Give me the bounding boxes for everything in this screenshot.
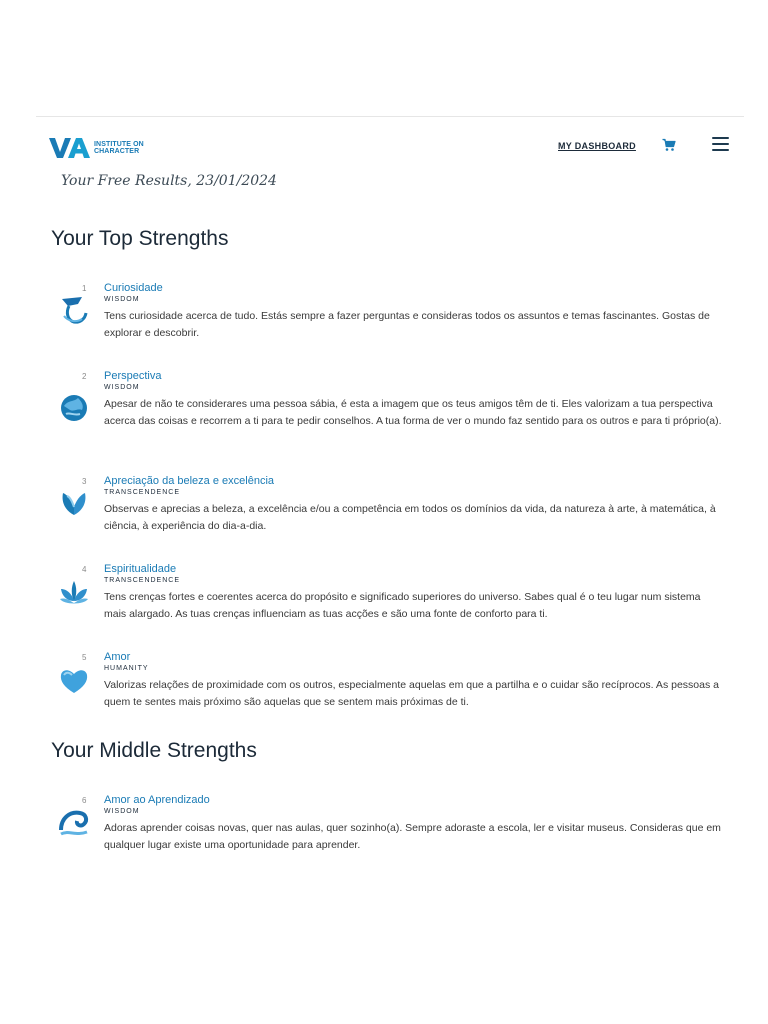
- strength-rank: 4: [82, 565, 87, 574]
- results-title: Your Free Results, 23/01/2024: [61, 173, 277, 189]
- menu-bar: [712, 149, 729, 151]
- strength-description: Apesar de não te considerares uma pessoa sábia, é esta a imagem que os teus amigos têm de ti. Eles valorizam a tua perspectiva acerca das coisas e recorrem a ti para te pedir conselhos. A tua forma de ver o mundo faz sentido para os outros e para ti próprio(a).: [104, 398, 722, 427]
- logo-line-2: CHARACTER: [94, 148, 140, 155]
- site-header: [0, 117, 768, 177]
- middle-strengths-heading: Your Middle Strengths: [51, 739, 257, 762]
- strength-name[interactable]: Curiosidade: [104, 282, 163, 294]
- hamburger-menu-icon[interactable]: [712, 137, 729, 151]
- butterfly-icon: [58, 487, 90, 519]
- strength-name[interactable]: Perspectiva: [104, 370, 162, 382]
- strength-description: Tens crenças fortes e coerentes acerca do propósito e significado superiores do universo. Sabes qual é o teu lugar num sistema mais alargado. As tuas crenças influenciam as tuas acções e são uma fonte de conforto para ti.: [104, 591, 701, 620]
- strength-rank: 5: [82, 653, 87, 662]
- lotus-icon: [58, 577, 90, 609]
- menu-bar: [712, 143, 729, 145]
- strength-description: Valorizas relações de proximidade com os outros, especialmente aquelas em que a partilha e o cuidar são recíprocos. As pessoas a quem te sentes mais próximo são aquelas que se sentem mais próximas de ti.: [104, 679, 719, 708]
- strength-rank: 1: [82, 284, 87, 293]
- strength-description: Observas e aprecias a beleza, a excelência e/ou a competência em todos os domínios da vida, da natureza à arte, à matemática, à ciência, à experiência do dia-a-dia.: [104, 503, 716, 532]
- strength-category: TRANSCENDENCE: [104, 489, 181, 496]
- strength-category: WISDOM: [104, 808, 140, 815]
- strength-name[interactable]: Amor ao Aprendizado: [104, 794, 210, 806]
- heart-icon: [58, 665, 90, 697]
- strength-name[interactable]: Espiritualidade: [104, 563, 177, 575]
- strength-rank: 6: [82, 796, 87, 805]
- wave-icon: [58, 808, 90, 840]
- my-dashboard-link[interactable]: MY DASHBOARD: [558, 141, 636, 151]
- top-strengths-heading: Your Top Strengths: [51, 227, 229, 250]
- strength-category: HUMANITY: [104, 665, 149, 672]
- strength-name[interactable]: Amor: [104, 651, 131, 663]
- logo-wordmark: [94, 141, 144, 155]
- globe-icon: [58, 392, 90, 424]
- strength-description: Adoras aprender coisas novas, quer nas aulas, quer sozinho(a). Sempre adoraste a escola, ler e visitar museus. Consideras que em qualquer lugar existe uma oportunidade para aprender.: [104, 822, 721, 851]
- via-logo-mark: [48, 137, 92, 159]
- strength-rank: 2: [82, 372, 87, 381]
- strength-name[interactable]: Apreciação da beleza e excelência: [104, 475, 275, 487]
- strength-category: WISDOM: [104, 296, 140, 303]
- cart-icon[interactable]: [662, 138, 676, 152]
- strength-category: TRANSCENDENCE: [104, 577, 181, 584]
- menu-bar: [712, 137, 729, 139]
- via-logo[interactable]: [48, 137, 144, 159]
- logo-line-1: INSTITUTE ON: [94, 141, 144, 148]
- strength-category: WISDOM: [104, 384, 140, 391]
- telescope-icon: [58, 294, 90, 326]
- strength-rank: 3: [82, 477, 87, 486]
- strength-description: Tens curiosidade acerca de tudo. Estás sempre a fazer perguntas e consideras todos os assuntos e temas fascinantes. Gostas de explorar e descobrir.: [104, 310, 710, 339]
